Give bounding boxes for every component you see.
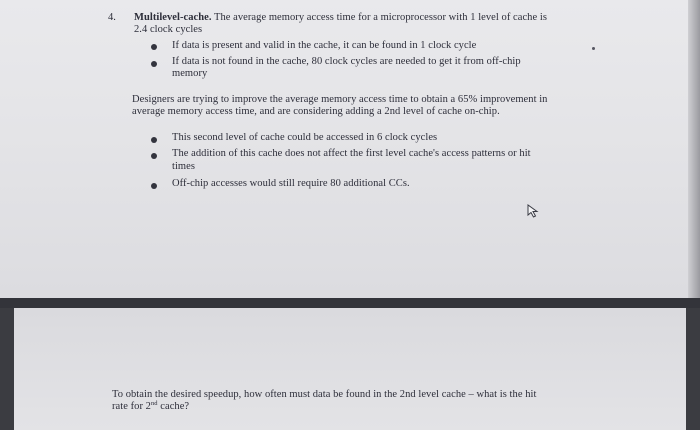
bullet-dot — [151, 61, 157, 67]
question-line-1 — [134, 12, 634, 24]
bullet-item-cache-miss: If data is not found in the cache, 80 clock cycles are needed to get it from off-chip — [172, 56, 521, 67]
designers-line-1: Designers are trying to improve the average memory access time to obtain a 65% improvement in — [132, 94, 548, 105]
question-title: Multilevel-cache. — [134, 12, 212, 23]
stray-mark — [592, 47, 595, 50]
follow-up-line-1: To obtain the desired speedup, how often must data be found in the 2nd level cache – what is the hit — [112, 389, 537, 400]
page-bottom-right-edge — [686, 308, 700, 430]
follow-up-superscript: nd — [150, 399, 158, 407]
follow-up-question — [112, 389, 612, 412]
question-line-1-rest: The average memory access time for a microprocessor with 1 level of cache is — [211, 12, 547, 23]
follow-up-line-2-pre: rate for 2 — [112, 400, 151, 412]
bullet-item-cache-miss-cont: memory — [172, 68, 208, 79]
follow-up-line-2-post: cache? — [157, 400, 190, 412]
page-bottom-left-edge — [0, 308, 14, 430]
designers-line-2: average memory access time, and are considering adding a 2nd level of cache on-chip. — [132, 105, 500, 117]
bullet-dot — [151, 183, 157, 189]
page-gap — [0, 298, 700, 308]
bullet-item-cache-hit: If data is present and valid in the cache, it can be found in 1 clock cycle — [172, 40, 477, 51]
bullet-item-offchip: Off-chip accesses would still require 80 additional CCs. — [172, 178, 410, 189]
question-number: 4. — [108, 12, 116, 23]
page-edge-shadow — [688, 0, 700, 298]
mouse-pointer-icon — [527, 204, 539, 218]
bullet-dot — [151, 137, 157, 143]
bullet-item-l1-unaffected-cont: times — [172, 161, 195, 172]
bullet-item-l1-unaffected: The addition of this cache does not affect the first level cache's access patterns or hit — [172, 148, 531, 159]
designers-paragraph — [132, 94, 622, 117]
bullet-dot — [151, 44, 157, 50]
bullet-dot — [151, 153, 157, 159]
bullet-item-l2-access: This second level of cache could be accessed in 6 clock cycles — [172, 132, 438, 143]
follow-up-line-2 — [112, 401, 612, 413]
question-line-2: 2.4 clock cycles — [134, 24, 203, 35]
